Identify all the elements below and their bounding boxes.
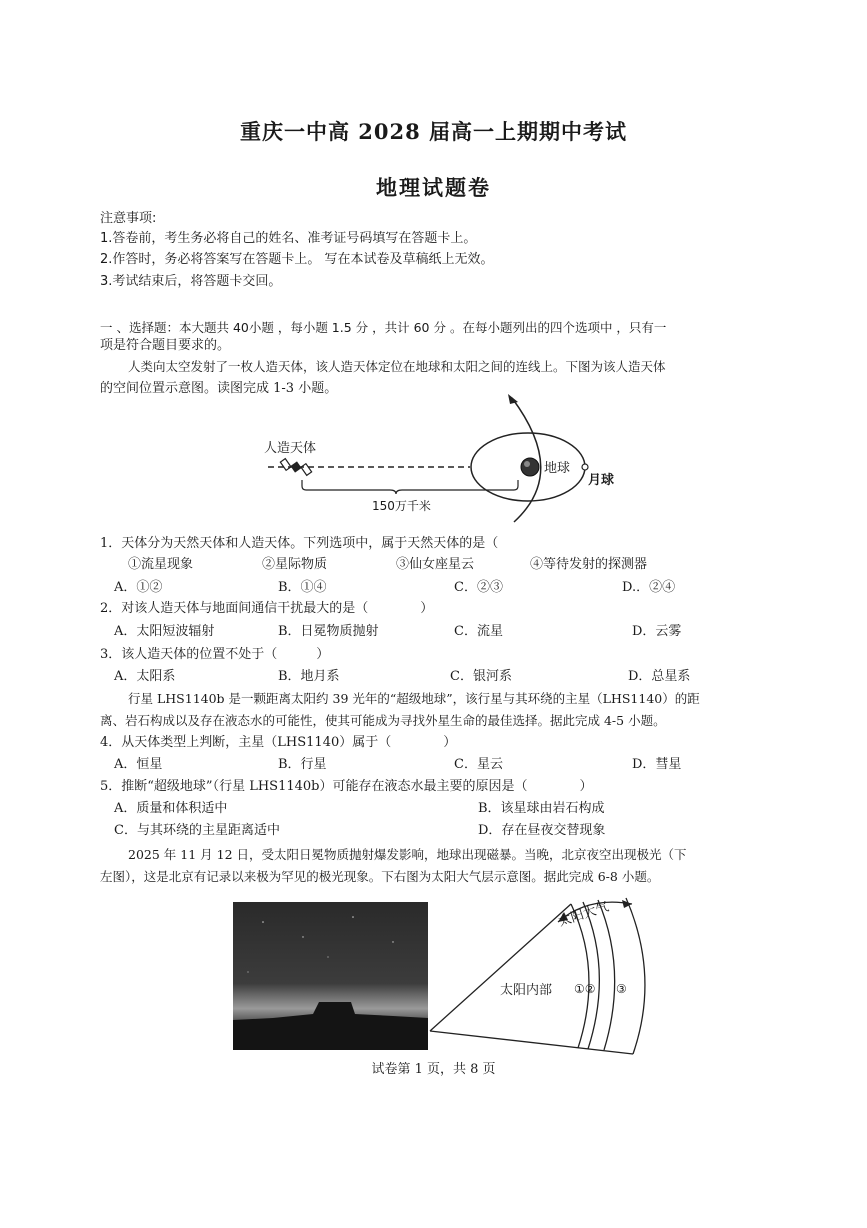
distance-brace <box>302 480 518 494</box>
q3-option-b[interactable]: B．地月系 <box>278 669 340 684</box>
q2-option-d[interactable]: D．云雾 <box>632 624 682 639</box>
q1-item-4: ④等待发射的探测器 <box>530 557 648 572</box>
corona-outer-boundary <box>626 898 645 1054</box>
moon-icon <box>582 464 588 470</box>
chromosphere-boundary <box>583 902 599 1049</box>
satellite-position-diagram <box>250 394 630 524</box>
passage3-line2: 左图），这是北京有记录以来极为罕见的极光现象。下右图为太阳大气层示意图。据此完成 6-8 小题。 <box>100 869 660 884</box>
q5-option-d[interactable]: D．存在昼夜交替现象 <box>478 823 606 838</box>
label-solar-atmosphere: 太阳大气 <box>556 899 611 930</box>
section-instruction-line1: 一 、选择题：本大题共 40小题 ，每小题 1.5 分 ，共计 60 分 。在每小题列出的四个选项中 ，只有一 <box>100 320 667 335</box>
label-satellite: 人造天体 <box>264 441 317 456</box>
aurora-photo <box>233 902 428 1050</box>
label-moon: 月球 <box>588 473 615 488</box>
q1-option-d[interactable]: D.．②④ <box>622 580 676 595</box>
q1-option-b[interactable]: B．①④ <box>278 580 327 595</box>
label-distance: 150万千米 <box>372 499 431 513</box>
passage3-line1: 2025 年 11 月 12 日，受太阳日冕物质抛射爆发影响，地球出现磁暴。当晚，北京夜空出现极光（下 <box>128 847 687 862</box>
q2-stem: 2．对该人造天体与地面间通信干扰最大的是（ ） <box>100 601 434 616</box>
q5-option-c[interactable]: C．与其环绕的主星距离适中 <box>114 823 280 838</box>
sector-edge-bottom <box>430 1031 633 1054</box>
orbit-arrow-icon <box>508 394 518 404</box>
q4-option-c[interactable]: C．星云 <box>454 757 503 772</box>
q4-option-b[interactable]: B．行星 <box>278 757 327 772</box>
q1-item-3: ③仙女座星云 <box>396 557 475 572</box>
q4-option-d[interactable]: D．彗星 <box>632 757 682 772</box>
q5-stem: 5．推断“超级地球”（行星 LHS1140b）可能存在液态水最主要的原因是（ ） <box>100 779 593 794</box>
passage2-line2: 离、岩石构成以及存在液态水的可能性，使其可能成为寻找外星生命的最佳选择。据此完成 4-5 小题。 <box>100 713 666 728</box>
q4-option-a[interactable]: A．恒星 <box>114 757 163 772</box>
q3-stem: 3．该人造天体的位置不处于（ ） <box>100 647 330 662</box>
notice-heading: 注意事项: <box>100 211 157 226</box>
q1-stem: 1．天体分为天然天体和人造天体。下列选项中，属于天然天体的是（ <box>100 536 499 551</box>
notice-item-2: 2.作答时，务必将答案写在答题卡上。 写在本试卷及草稿纸上无效。 <box>100 252 494 267</box>
sector-edge-top <box>430 904 571 1031</box>
page-footer: 试卷第 1 页，共 8 页 <box>371 1062 496 1077</box>
label-layers-1-2: ①② <box>574 982 596 996</box>
label-solar-interior: 太阳内部 <box>500 983 553 998</box>
exam-subtitle: 地理试题卷 <box>376 175 491 200</box>
q3-option-a[interactable]: A．太阳系 <box>114 669 176 684</box>
q2-option-b[interactable]: B．日冕物质抛射 <box>278 624 379 639</box>
passage2-line1: 行星 LHS1140b 是一颗距离太阳约 39 光年的“超级地球”，该行星与其环绕的主星（LHS1140）的距 <box>128 691 700 706</box>
q3-option-d[interactable]: D．总星系 <box>628 669 691 684</box>
section-instruction-line2: 项是符合题目要求的。 <box>100 338 231 353</box>
notice-item-3: 3.考试结束后，将答题卡交回。 <box>100 274 282 289</box>
earth-highlight <box>524 461 530 467</box>
q5-option-a[interactable]: A．质量和体积适中 <box>114 801 228 816</box>
earth-icon <box>521 458 539 476</box>
q4-stem: 4．从天体类型上判断，主星（LHS1140）属于（ ） <box>100 735 457 750</box>
q1-item-2: ②星际物质 <box>262 557 328 572</box>
q2-option-a[interactable]: A．太阳短波辐射 <box>114 624 215 639</box>
q2-option-c[interactable]: C．流星 <box>454 624 503 639</box>
label-earth: 地球 <box>544 461 571 476</box>
exam-title: 重庆一中高 2028 届高一上期期中考试 <box>239 119 628 144</box>
satellite-icon <box>280 459 311 476</box>
passage1-line2: 的空间位置示意图。读图完成 1-3 小题。 <box>100 381 338 396</box>
q1-option-a[interactable]: A．①② <box>114 580 163 595</box>
q5-option-b[interactable]: B．该星球由岩石构成 <box>478 801 605 816</box>
label-layer-3: ③ <box>616 982 627 996</box>
corona-inner-boundary <box>598 900 615 1050</box>
passage1-line1: 人类向太空发射了一枚人造天体，该人造天体定位在地球和太阳之间的连线上。下图为该人造天体 <box>128 359 666 374</box>
notice-item-1: 1.答卷前，考生务必将自己的姓名、准考证号码填写在答题卡上。 <box>100 231 477 246</box>
q3-option-c[interactable]: C．银河系 <box>450 669 512 684</box>
q1-item-1: ①流星现象 <box>128 557 194 572</box>
solar-atmosphere-diagram <box>428 896 668 1056</box>
q1-option-c[interactable]: C．②③ <box>454 580 503 595</box>
